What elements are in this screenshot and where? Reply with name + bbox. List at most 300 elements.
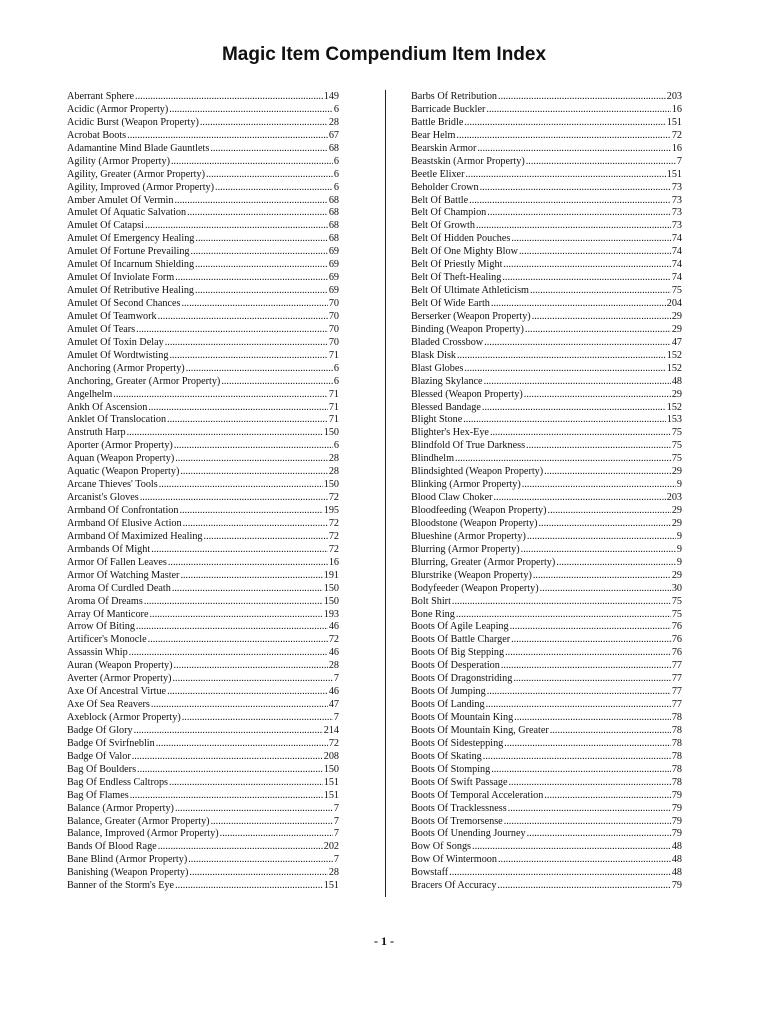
entry-page: 71 [328, 388, 339, 400]
entry-page: 214 [323, 724, 339, 736]
entry-page: 7 [333, 673, 339, 685]
entry-name: Amulet Of Toxin Delay [67, 336, 164, 348]
entry-name: Amulet Of Aquatic Salvation [67, 207, 187, 219]
entry-page: 48 [671, 375, 682, 387]
entry-page: 16 [671, 142, 682, 154]
dot-leader [200, 117, 328, 130]
index-entry [411, 518, 682, 531]
dot-leader [165, 337, 328, 350]
index-entry [67, 156, 339, 169]
entry-name: Beastskin (Armor Property) [411, 155, 525, 167]
entry-page: 6 [333, 362, 339, 374]
dot-leader [172, 673, 332, 686]
dot-leader [169, 777, 323, 790]
entry-page: 150 [323, 595, 339, 607]
entry-name: Beetle Elixer [411, 168, 465, 180]
index-entry [411, 479, 682, 492]
entry-page: 70 [328, 336, 339, 348]
index-entry [67, 790, 339, 803]
index-entry [411, 117, 682, 130]
index-entry [67, 324, 339, 337]
entry-name: Boots Of Desperation [411, 660, 500, 672]
index-entry [411, 660, 682, 673]
entry-name: Blindfold Of True Darkness [411, 440, 526, 452]
entry-page: 71 [328, 401, 339, 413]
entry-name: Array Of Manticore [67, 608, 149, 620]
entry-name: Blindsighted (Weapon Property) [411, 466, 544, 478]
entry-name: Auran (Weapon Property) [67, 660, 173, 672]
entry-page: 79 [671, 828, 682, 840]
entry-name: Aquan (Weapon Property) [67, 453, 175, 465]
dot-leader [167, 686, 328, 699]
index-entry [411, 324, 682, 337]
dot-leader [463, 414, 665, 427]
index-entry [411, 272, 682, 285]
entry-page: 72 [328, 530, 339, 542]
index-entry [67, 169, 339, 182]
index-entry [67, 233, 339, 246]
entry-page: 69 [328, 259, 339, 271]
entry-name: Boots Of Skating [411, 750, 482, 762]
entry-page: 7 [676, 155, 682, 167]
entry-name: Boots Of Sidestepping [411, 737, 504, 749]
entry-name: Belt Of Champion [411, 207, 487, 219]
dot-leader [514, 712, 671, 725]
entry-name: Bag Of Endless Caltrops [67, 776, 169, 788]
entry-name: Bowstaff [411, 867, 449, 879]
dot-leader [498, 854, 671, 867]
dot-leader [187, 207, 328, 220]
entry-page: 152 [666, 401, 682, 413]
entry-name: Boots Of Swift Passage [411, 776, 508, 788]
dot-leader [113, 389, 328, 402]
entry-name: Aquatic (Weapon Property) [67, 466, 180, 478]
dot-leader [508, 803, 671, 816]
index-entry [67, 673, 339, 686]
entry-name: Amulet Of Inviolate Form [67, 272, 175, 284]
entry-name: Arcanist's Gloves [67, 492, 139, 504]
entry-page: 6 [333, 155, 339, 167]
dot-leader [175, 453, 328, 466]
entry-name: Aroma Of Curdled Death [67, 582, 171, 594]
index-entry [411, 143, 682, 156]
dot-leader [151, 544, 328, 557]
entry-page: 151 [666, 168, 682, 180]
index-entry [67, 427, 339, 440]
entry-name: Bloodfeeding (Weapon Property) [411, 505, 547, 516]
entry-page: 67 [328, 129, 339, 141]
dot-leader [521, 544, 676, 557]
index-entry [67, 841, 339, 854]
entry-page: 79 [671, 815, 682, 827]
dot-leader [464, 363, 665, 376]
index-entry [67, 647, 339, 660]
dot-leader [174, 660, 328, 673]
dot-leader [539, 518, 671, 531]
dot-leader [169, 104, 333, 117]
index-entry [411, 816, 682, 829]
entry-name: Averter (Armor Property) [67, 673, 172, 685]
entry-page: 48 [671, 867, 682, 879]
index-entry [411, 285, 682, 298]
index-entry [411, 854, 682, 867]
index-entry [411, 738, 682, 751]
index-entry [67, 311, 339, 324]
dot-leader [195, 285, 328, 298]
dot-leader [544, 790, 670, 803]
entry-name: Boots Of Agile Leaping [411, 621, 509, 633]
index-entry [67, 376, 339, 389]
entry-page: 78 [671, 737, 682, 749]
entry-page: 28 [328, 466, 339, 478]
index-entry [411, 440, 682, 453]
dot-leader [158, 311, 328, 324]
entry-page: 7 [333, 712, 339, 723]
entry-name: Amulet Of Tears [67, 323, 136, 335]
dot-leader [487, 686, 671, 699]
dot-leader [486, 699, 671, 712]
entry-name: Bolt Shirt [411, 595, 451, 607]
entry-page: 68 [328, 194, 339, 206]
entry-page: 73 [671, 181, 682, 193]
entry-name: Amber Amulet Of Vermin [67, 194, 174, 206]
dot-leader [171, 156, 333, 169]
index-entry [67, 104, 339, 117]
entry-name: Amulet Of Fortune Prevailing [67, 246, 190, 258]
entry-name: Blurring, Greater (Armor Property) [411, 556, 556, 568]
dot-leader [144, 596, 323, 609]
entry-name: Belt Of Hidden Pouches [411, 233, 511, 245]
entry-name: Balance, Improved (Armor Property) [67, 828, 219, 840]
entry-name: Armbands Of Might [67, 543, 151, 555]
dot-leader [491, 764, 671, 777]
dot-leader [149, 609, 322, 622]
index-entry [411, 402, 682, 415]
entry-name: Blazing Skylance [411, 375, 483, 387]
entry-page: 76 [671, 621, 682, 633]
entry-page: 77 [671, 660, 682, 672]
entry-page: 46 [328, 686, 339, 698]
index-entry [67, 285, 339, 298]
entry-page: 150 [323, 582, 339, 594]
index-entry [411, 91, 682, 104]
entry-name: Binding (Weapon Property) [411, 323, 524, 335]
index-entry [67, 686, 339, 699]
dot-leader [504, 816, 671, 829]
entry-name: Belt Of Wide Earth [411, 298, 490, 309]
index-entry [411, 233, 682, 246]
index-entry [67, 518, 339, 531]
dot-leader [532, 311, 671, 324]
dot-leader [215, 182, 333, 195]
dot-leader [472, 841, 671, 854]
dot-leader [477, 143, 670, 156]
entry-name: Bag Of Boulders [67, 763, 137, 775]
entry-page: 149 [323, 91, 339, 102]
entry-name: Armband Of Maximized Healing [67, 530, 203, 542]
entry-name: Anstruth Harp [67, 427, 126, 439]
entry-page: 73 [671, 194, 682, 206]
dot-leader [174, 195, 327, 208]
index-entry [411, 764, 682, 777]
entry-name: Armband Of Elusive Action [67, 517, 182, 529]
entry-name: Bearskin Armor [411, 142, 477, 154]
dot-leader [130, 790, 323, 803]
index-entry [67, 259, 339, 272]
entry-page: 72 [328, 517, 339, 529]
entry-page: 208 [323, 750, 339, 762]
entry-name: Banner of the Storm's Eye [67, 880, 175, 892]
index-entry [411, 712, 682, 725]
dot-leader [181, 298, 327, 311]
dot-leader [167, 414, 328, 427]
index-entry [67, 764, 339, 777]
entry-page: 151 [323, 789, 339, 801]
index-entry [411, 609, 682, 622]
index-entry [411, 182, 682, 195]
index-entry [67, 272, 339, 285]
index-entry [67, 220, 339, 233]
entry-name: Boots Of Landing [411, 699, 485, 711]
dot-leader [510, 621, 671, 634]
dot-leader [220, 828, 333, 841]
index-entry [411, 880, 682, 893]
entry-name: Blight Stone [411, 414, 463, 426]
entry-page: 72 [671, 129, 682, 141]
entry-page: 29 [671, 388, 682, 400]
dot-leader [452, 596, 671, 609]
entry-name: Belt Of Theft-Healing [411, 272, 502, 284]
dot-leader [186, 363, 333, 376]
index-entry [67, 91, 339, 104]
entry-name: Bone Ring [411, 608, 455, 620]
dot-leader [525, 324, 671, 337]
entry-page: 195 [323, 505, 339, 516]
entry-name: Amulet Of Wordtwisting [67, 349, 169, 361]
entry-page: 76 [671, 634, 682, 646]
index-entry [411, 363, 682, 376]
dot-leader [497, 880, 670, 893]
index-entry [67, 130, 339, 143]
dot-leader [519, 246, 671, 259]
entry-name: Aroma Of Dreams [67, 595, 143, 607]
entry-page: 73 [671, 207, 682, 219]
dot-leader [544, 466, 671, 479]
dot-leader [469, 195, 671, 208]
dot-leader [183, 518, 328, 531]
entry-name: Bracers Of Accuracy [411, 880, 497, 892]
entry-page: 153 [666, 414, 682, 426]
index-entry [67, 389, 339, 402]
entry-page: 6 [333, 103, 339, 115]
dot-leader [168, 557, 328, 570]
dot-leader [172, 583, 323, 596]
entry-page: 75 [671, 285, 682, 297]
entry-name: Boots Of Temporal Acceleration [411, 789, 544, 801]
entry-name: Belt Of Priestly Might [411, 259, 503, 271]
dot-leader [527, 828, 671, 841]
dot-leader [527, 531, 676, 544]
entry-page: 9 [676, 543, 682, 555]
entry-name: Blessed (Weapon Property) [411, 388, 523, 400]
entry-name: Boots Of Battle Charger [411, 634, 511, 646]
entry-page: 75 [671, 427, 682, 439]
dot-leader [526, 440, 671, 453]
entry-page: 78 [671, 776, 682, 788]
dot-leader [180, 570, 322, 583]
dot-leader [148, 402, 327, 415]
dot-leader [509, 777, 671, 790]
entry-name: Bladed Crossbow [411, 336, 484, 348]
entry-name: Boots Of Dragonstriding [411, 673, 513, 685]
entry-page: 69 [328, 272, 339, 284]
dot-leader [145, 220, 328, 233]
entry-page: 70 [328, 323, 339, 335]
entry-name: Belt Of Ultimate Athleticism [411, 285, 529, 297]
entry-page: 74 [671, 233, 682, 245]
dot-leader [484, 337, 671, 350]
entry-page: 16 [328, 556, 339, 568]
entry-name: Ankh Of Ascension [67, 401, 148, 413]
entry-page: 77 [671, 686, 682, 698]
entry-name: Boots Of Unending Journey [411, 828, 526, 840]
entry-page: 193 [323, 608, 339, 620]
dot-leader [480, 182, 671, 195]
dot-leader [456, 130, 670, 143]
dot-leader [502, 272, 670, 285]
entry-name: Blueshine (Armor Property) [411, 530, 526, 542]
entry-name: Blurstrike (Weapon Property) [411, 569, 532, 581]
index-column-left [67, 91, 339, 893]
index-entry [411, 699, 682, 712]
dot-leader [127, 130, 328, 143]
index-entry [411, 777, 682, 790]
dot-leader [204, 531, 328, 544]
index-entry [67, 816, 339, 829]
index-entry [67, 143, 339, 156]
dot-leader [504, 738, 671, 751]
dot-leader [174, 440, 333, 453]
dot-leader [148, 634, 328, 647]
dot-leader [456, 609, 671, 622]
index-entry [411, 453, 682, 466]
entry-name: Boots Of Tremorsense [411, 815, 503, 827]
index-entry [67, 531, 339, 544]
entry-name: Belt Of Growth [411, 220, 475, 232]
entry-name: Boots Of Tracklessness [411, 802, 507, 814]
index-entry [411, 557, 682, 570]
index-entry [411, 169, 682, 182]
entry-page: 9 [676, 556, 682, 568]
entry-page: 6 [333, 375, 339, 387]
dot-leader [457, 350, 666, 363]
entry-name: Belt Of One Mighty Blow [411, 246, 518, 258]
index-entry [411, 751, 682, 764]
index-entry [67, 751, 339, 764]
entry-page: 72 [328, 543, 339, 555]
entry-page: 151 [323, 776, 339, 788]
index-entry [411, 570, 682, 583]
entry-page: 7 [333, 854, 339, 866]
entry-name: Bag Of Flames [67, 789, 129, 801]
index-entry [411, 505, 682, 518]
index-entry [411, 725, 682, 738]
index-entry [411, 298, 682, 311]
dot-leader [206, 169, 333, 182]
entry-page: 78 [671, 712, 682, 723]
entry-name: Agility, Greater (Armor Property) [67, 168, 205, 180]
dot-leader [221, 376, 333, 389]
entry-name: Boots Of Mountain King [411, 712, 514, 723]
entry-name: Badge Of Valor [67, 750, 131, 762]
entry-name: Bow Of Wintermoon [411, 854, 497, 866]
dot-leader [137, 764, 323, 777]
dot-leader [134, 725, 323, 738]
entry-name: Bodyfeeder (Weapon Property) [411, 582, 539, 594]
entry-name: Blurring (Armor Property) [411, 543, 520, 555]
dot-leader [211, 816, 333, 829]
dot-leader [182, 712, 333, 725]
entry-name: Boots Of Jumping [411, 686, 486, 698]
entry-page: 68 [328, 142, 339, 154]
entry-name: Bane Blind (Armor Property) [67, 854, 188, 866]
dot-leader [476, 220, 671, 233]
entry-page: 79 [671, 802, 682, 814]
entry-name: Balance (Armor Property) [67, 802, 174, 814]
index-entry [411, 104, 682, 117]
entry-name: Anklet Of Translocation [67, 414, 167, 426]
entry-page: 203 [666, 492, 682, 504]
index-entry [411, 790, 682, 803]
dot-leader [548, 505, 671, 518]
index-entry [411, 583, 682, 596]
entry-page: 77 [671, 673, 682, 685]
entry-page: 79 [671, 880, 682, 892]
entry-name: Amulet Of Second Chances [67, 298, 181, 309]
entry-page: 202 [323, 841, 339, 853]
entry-page: 204 [666, 298, 682, 309]
dot-leader [503, 259, 670, 272]
index-entry [411, 531, 682, 544]
entry-name: Acidic Burst (Weapon Property) [67, 116, 199, 128]
dot-leader [132, 751, 323, 764]
entry-name: Amulet Of Catapsi [67, 220, 144, 232]
dot-leader [501, 660, 671, 673]
index-entry [411, 156, 682, 169]
index-entry [411, 867, 682, 880]
index-entry [411, 634, 682, 647]
dot-leader [498, 91, 666, 104]
entry-page: 47 [328, 699, 339, 711]
entry-page: 75 [671, 453, 682, 465]
entry-name: Beholder Crown [411, 181, 479, 193]
index-entry [411, 389, 682, 402]
entry-page: 7 [333, 815, 339, 827]
index-entry [67, 867, 339, 880]
entry-page: 7 [333, 802, 339, 814]
entry-page: 151 [666, 116, 682, 128]
index-entry [411, 259, 682, 272]
entry-name: Badge Of Glory [67, 724, 133, 736]
entry-name: Anchoring, Greater (Armor Property) [67, 375, 221, 387]
dot-leader [526, 156, 676, 169]
index-entry [67, 660, 339, 673]
entry-page: 74 [671, 259, 682, 271]
dot-leader [486, 104, 670, 117]
entry-name: Blindhelm [411, 453, 455, 465]
index-entry [67, 207, 339, 220]
index-entry [67, 505, 339, 518]
